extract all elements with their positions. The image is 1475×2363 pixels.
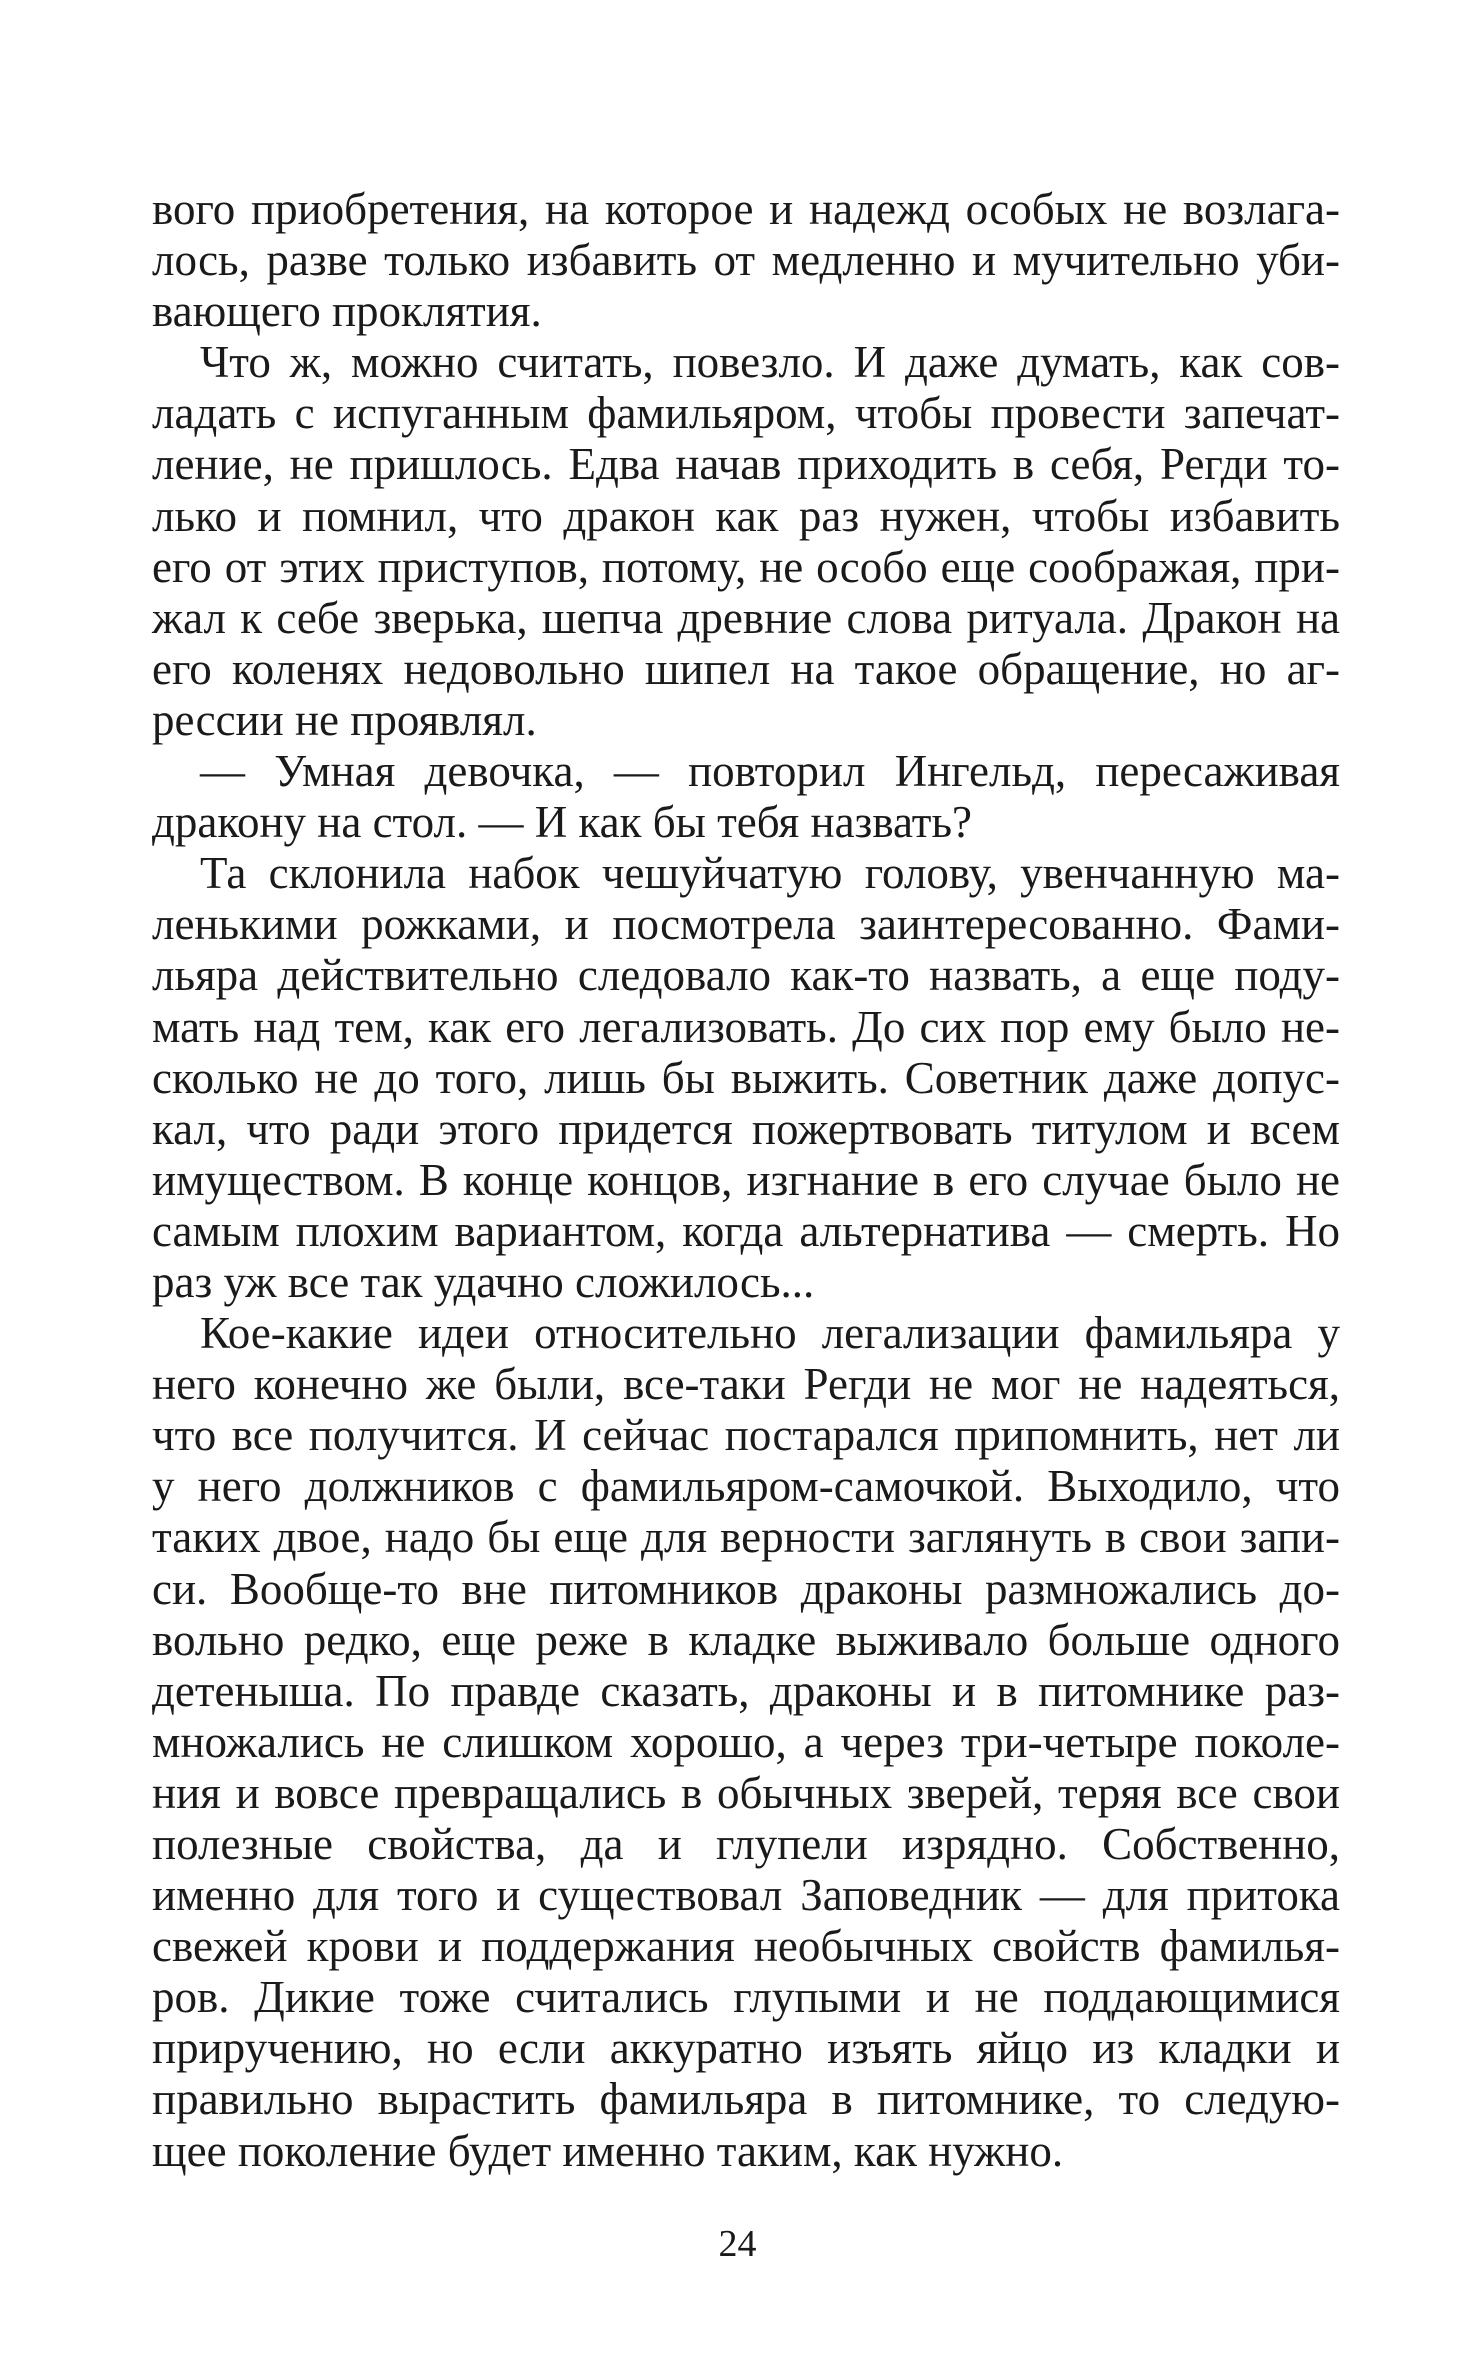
text-line: лось, разве только избавить от медленно и мучительно уби-	[152, 235, 1340, 286]
text-line: дракону на стол. — И как бы тебя назвать?	[152, 797, 972, 848]
text-line: самым плохим вариантом, когда альтернатива — смерть. Но	[152, 1205, 1340, 1256]
text-line: приручению, но если аккуратно изъять яйцо из кладки и	[152, 2023, 1340, 2074]
text-line: жал к себе зверька, шепча древние слова ритуала. Дракон на	[152, 592, 1340, 643]
text-line: щее поколение будет именно таким, как нужно.	[152, 2125, 1064, 2176]
body-text	[152, 184, 1340, 2177]
text-line: свежей крови и поддержания необычных свойств фамилья-	[152, 1921, 1340, 1972]
text-line: его коленях недовольно шипел на такое обращение, но аг-	[152, 643, 1340, 694]
text-line: правильно вырастить фамильяра в питомнике, то следую-	[152, 2074, 1340, 2125]
text-line: имуществом. В конце концов, изгнание в его случае было не	[152, 1154, 1340, 1205]
text-line: вого приобретения, на которое и надежд особых не возлага-	[152, 184, 1340, 234]
text-line: кал, что ради этого придется пожертвовать титулом и всем	[152, 1103, 1340, 1154]
text-line: что все получится. И сейчас постарался припомнить, нет ли	[152, 1410, 1340, 1461]
text-line: полезные свойства, да и глупели изрядно. Собственно,	[152, 1819, 1340, 1869]
text-line: Кое-какие идеи относительно легализации фамильяра у	[200, 1308, 1340, 1359]
text-line: лько и помнил, что дракон как раз нужен, чтобы избавить	[152, 490, 1340, 541]
text-line: у него должников с фамильяром-самочкой. Выходило, что	[152, 1461, 1340, 1512]
text-line: ленькими рожками, и посмотрела заинтересованно. Фами-	[152, 899, 1340, 950]
text-line: Что ж, можно считать, повезло. И даже думать, как сов-	[200, 337, 1340, 388]
text-line: Та склонила набок чешуйчатую голову, увенчанную ма-	[200, 848, 1340, 899]
text-line: ния и вовсе превращались в обычных зверей, теряя все свои	[152, 1767, 1340, 1818]
text-line: ладать с испуганным фамильяром, чтобы провести запечат-	[152, 388, 1340, 439]
text-line: ление, не пришлось. Едва начав приходить в себя, Регди то-	[152, 439, 1340, 490]
text-line: детеныша. По правде сказать, драконы и в питомнике раз-	[152, 1665, 1340, 1716]
text-line: — Умная девочка, — повторил Ингельд, пересаживая	[200, 746, 1340, 797]
text-line: рессии не проявлял.	[152, 694, 537, 745]
page-number: 24	[718, 2223, 757, 2265]
text-line: льяра действительно следовало как-то назвать, а еще поду-	[152, 950, 1340, 1001]
text-line: си. Вообще-то вне питомников драконы размножались до-	[152, 1563, 1340, 1614]
text-line: вающего проклятия.	[152, 286, 542, 337]
text-line: именно для того и существовал Заповедник — для притока	[152, 1870, 1340, 1921]
text-line: его от этих приступов, потому, не особо еще соображая, при-	[152, 541, 1340, 592]
text-line: вольно редко, еще реже в кладке выживало больше одного	[152, 1614, 1340, 1665]
text-line: множались не слишком хорошо, а через три-четыре поколе-	[152, 1716, 1340, 1767]
text-line: мать над тем, как его легализовать. До сих пор ему было не-	[152, 1001, 1340, 1052]
text-line: него конечно же были, все-таки Регди не мог не надеяться,	[152, 1359, 1340, 1410]
text-line: раз уж все так удачно сложилось...	[152, 1256, 815, 1307]
text-line: ров. Дикие тоже считались глупыми и не поддающимися	[152, 1972, 1340, 2023]
text-line: таких двое, надо бы еще для верности заглянуть в свои запи-	[152, 1512, 1340, 1563]
text-line: сколько не до того, лишь бы выжить. Советник даже допус-	[152, 1052, 1340, 1103]
